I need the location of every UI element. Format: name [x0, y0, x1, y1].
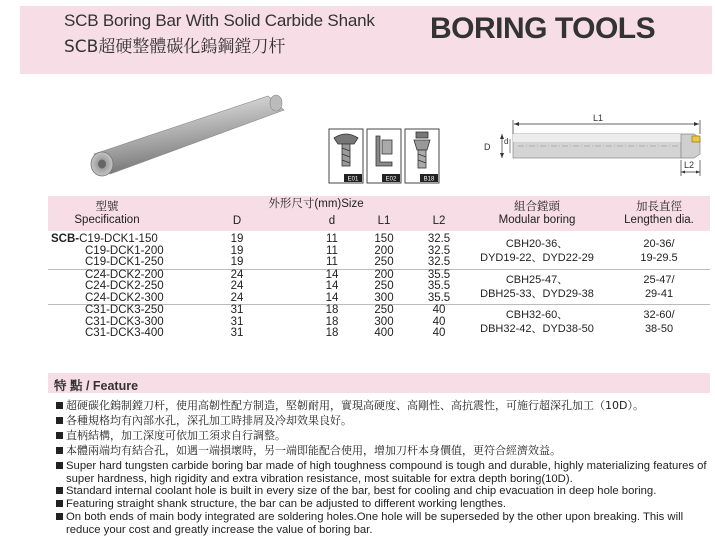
title-chinese: SCB超硬整體碳化鎢鋼鏜刀杆 — [64, 37, 286, 57]
bullet-square-icon — [56, 500, 63, 507]
bullet-square-icon — [56, 417, 63, 424]
lengthen-group-3: 32-60/ 38-50 — [643, 309, 675, 336]
bullet-square-icon — [56, 513, 63, 520]
header-size: 外形尺寸(mm)Size — [166, 196, 466, 211]
list-item: Super hard tungsten carbide boring bar made of high toughness compound is tough and durable, highly materializing features of super hardness, high rigidity and extra vibration resistance, most suitable for extra depth boring(10D). — [56, 460, 712, 485]
modular-group-1: CBH20-36、 DYD19-22、DYD22-29 — [466, 231, 608, 269]
header-small-d: d — [308, 211, 356, 231]
feature-list-english — [56, 460, 712, 536]
feature-header — [48, 373, 710, 393]
bullet-square-icon — [56, 447, 63, 454]
insert-label-e01: E01 — [347, 176, 359, 183]
header-d: D — [166, 211, 308, 231]
screw-icon — [329, 129, 363, 183]
table-row: SCB-C19-DCK1-150 19 11 150 32.5 CBH20-36、 DYD19-22、DYD22-29 20-36/ 19-29.5 — [48, 231, 710, 246]
header-len-zh: 加長直徑 — [636, 200, 683, 213]
feature-list-chinese — [56, 398, 712, 458]
table-row: C31-DCK3-400 31 18 400 40 — [85, 327, 446, 339]
modular-group-3: CBH32-60、 DBH32-42、DYD38-50 — [480, 309, 594, 336]
list-item: 超硬碳化鎢制鏜刀杆，使用高韌性配方制造，堅韌耐用，實現高硬度、高剛性、高抗震性，可施行超深孔加工（10D）。 — [56, 398, 712, 413]
modular-group-2: CBH25-47、 DBH25-33、DYD29-38 — [466, 269, 608, 305]
bullet-square-icon — [56, 432, 63, 439]
header-spec-zh: 型號 — [95, 200, 119, 213]
header-mod-zh: 組合鏜頭 — [514, 200, 561, 213]
header-specification — [48, 196, 166, 231]
wrench-icon — [367, 129, 401, 183]
list-item: Standard internal coolant hole is built in every size of the bar, best for cooling and chip evacuation in deep hole boring. — [56, 485, 712, 498]
header-len-en: Lengthen dia. — [624, 213, 694, 226]
list-item: 各種規格均有內部水孔，深孔加工時排屑及冷却效果良好。 — [56, 413, 712, 428]
feature-title: 特 點 / Feature — [54, 379, 139, 393]
table-row: C24-DCK2-200 24 14 200 35.5 CBH25-47、 DBH25-33、DYD29-38 25-47/ 29-41 — [48, 269, 710, 281]
insert-label-b18: B18 — [423, 176, 435, 183]
spec-cell: SCB-C19-DCK1-150 — [51, 233, 158, 245]
label-l1: L1 — [593, 113, 604, 123]
bullet-square-icon — [56, 402, 63, 409]
boring-bar-image — [90, 92, 290, 187]
header-lengthen — [608, 196, 710, 231]
spec-prefix: SCB- — [51, 233, 80, 245]
clamp-screw-icon — [405, 129, 439, 183]
list-item: On both ends of main body integrated are soldering holes.One hole will be superseded by the other upon breaking. This will reduce your cost and greatly increase the value of boring bar. — [56, 511, 712, 536]
header-spec-en: Specification — [74, 213, 140, 226]
list-item: 直柄結構，加工深度可依加工須求自行調整。 — [56, 428, 712, 443]
list-item: 本體兩端均有結合孔，如遇一端損壞時，另一端即能配合使用，增加刀杆本身價值，更符合經濟效益。 — [56, 443, 712, 458]
lengthen-group-2: 25-47/ 29-41 — [608, 269, 710, 305]
page-header — [20, 6, 712, 74]
table-row: C31-DCK3-250 31 18 250 40 CBH32-60、 DBH32-42、DYD38-50 32-60/ 38-50 — [48, 305, 710, 317]
label-small-d: d — [504, 137, 509, 146]
title-english: SCB Boring Bar With Solid Carbide Shank — [64, 11, 375, 30]
header-modular — [466, 196, 608, 231]
table-row: C24-DCK2-300 24 14 300 35.5 — [48, 293, 710, 305]
technical-drawing — [478, 110, 710, 186]
header-l2: L2 — [412, 211, 466, 231]
table-row: C31-DCK3-300 31 18 300 40 — [85, 315, 446, 328]
table-row: C19-DCK1-200 19 11 200 32.5 — [85, 244, 451, 257]
table-row: C24-DCK2-250 24 14 250 35.5 — [85, 280, 451, 292]
bullet-square-icon — [56, 462, 63, 469]
insert-screw-icons — [328, 128, 442, 184]
label-big-d: D — [484, 142, 491, 152]
brand-title: BORING TOOLS — [430, 12, 656, 45]
header-l1: L1 — [356, 211, 412, 231]
bullet-square-icon — [56, 487, 63, 494]
spec-table — [48, 196, 710, 340]
lengthen-group-1: 20-36/ 19-29.5 — [608, 231, 710, 269]
header-mod-en: Modular boring — [498, 213, 576, 226]
insert-label-e02: E02 — [385, 176, 397, 183]
label-l2: L2 — [684, 160, 695, 170]
table-row: C19-DCK1-250 19 11 250 32.5 — [48, 257, 710, 269]
list-item: Featuring straight shank structure, the bar can be adjusted to different working lengthes. — [56, 498, 712, 511]
